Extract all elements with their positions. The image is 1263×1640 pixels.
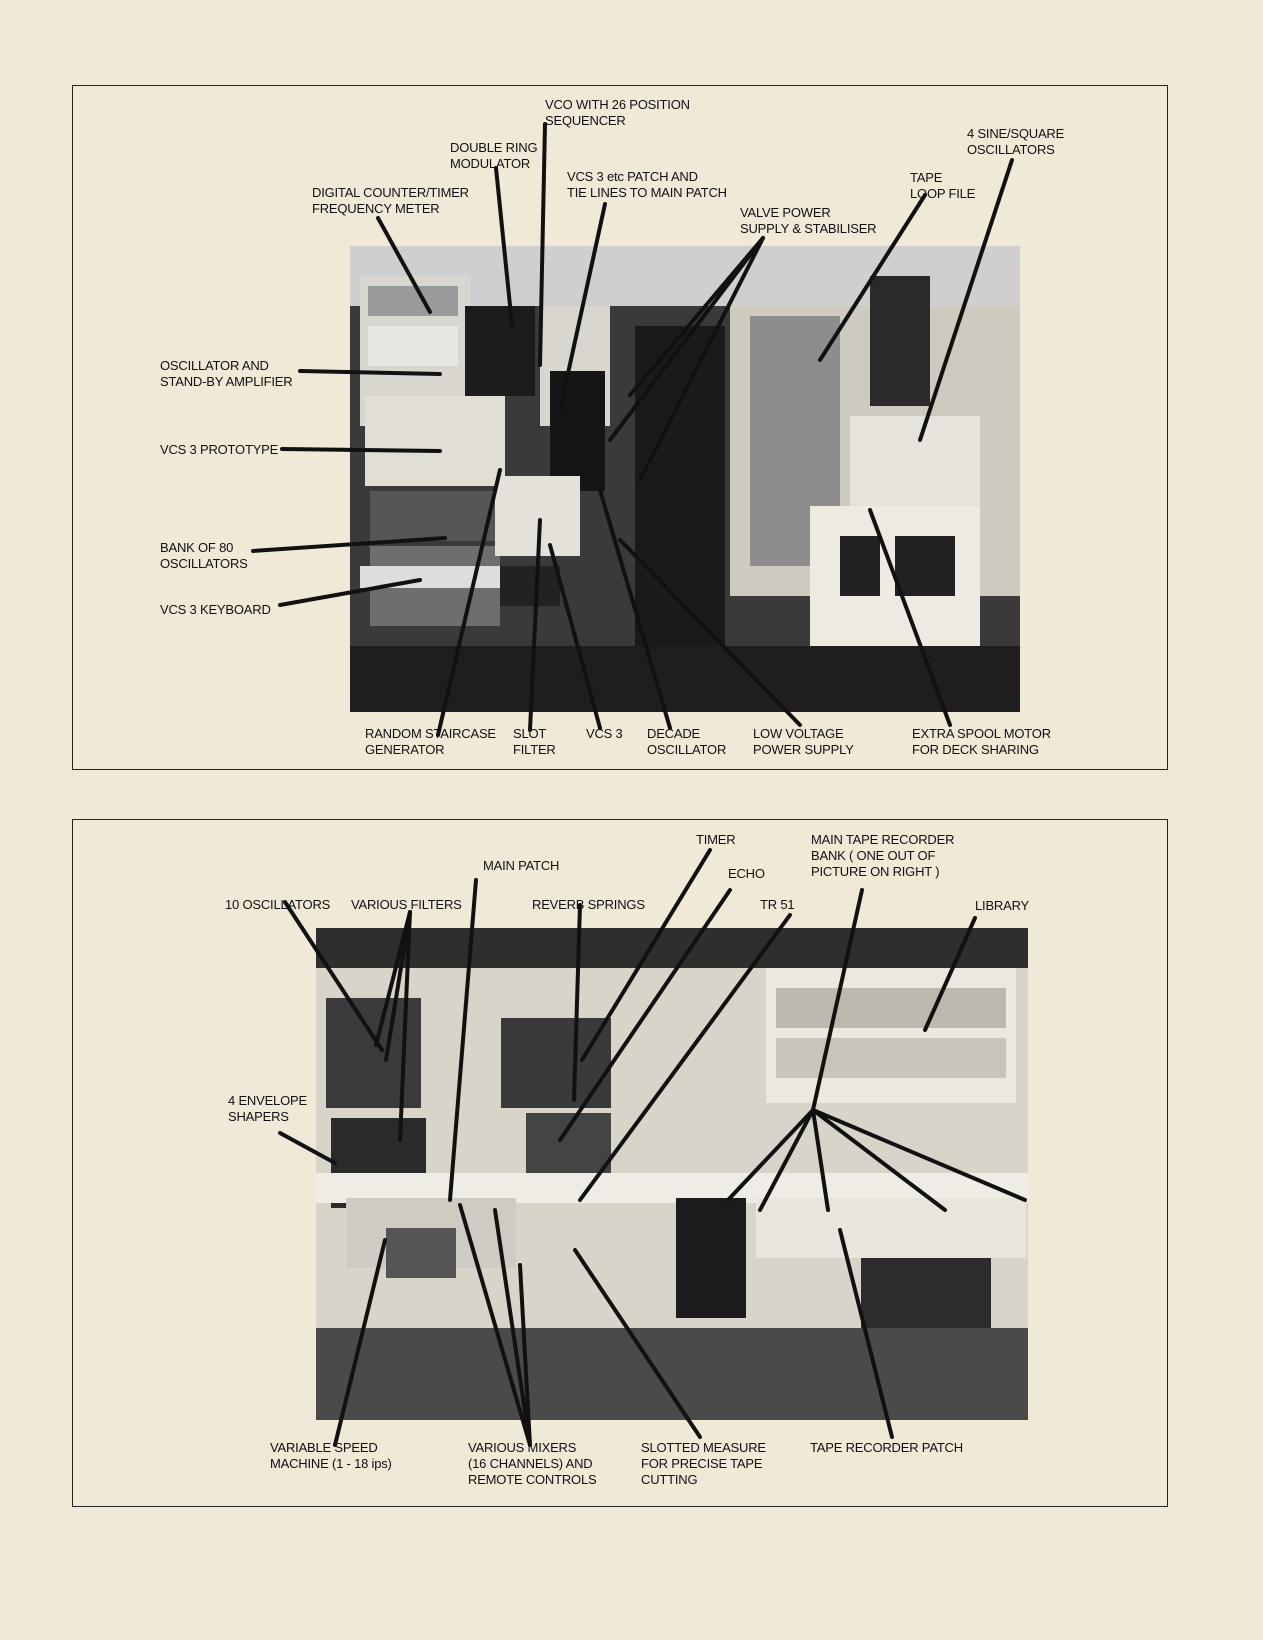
label-decade-oscillator: DECADE OSCILLATOR [647,726,727,757]
label-double-ring-modulator: DOUBLE RING MODULATOR [450,140,538,171]
label-vcs3-keyboard: VCS 3 KEYBOARD [160,602,271,617]
label-envelope-shapers: 4 ENVELOPE SHAPERS [228,1093,307,1124]
label-digital-counter: DIGITAL COUNTER/TIMER FREQUENCY METER [312,185,469,216]
label-tape-loop-file: TAPE LOOP FILE [910,170,976,201]
label-vco-sequencer: VCO WITH 26 POSITION SEQUENCER [545,97,690,128]
label-low-voltage-supply: LOW VOLTAGE POWER SUPPLY [753,726,854,757]
label-various-mixers: VARIOUS MIXERS (16 CHANNELS) AND REMOTE CONTROLS [468,1440,597,1487]
label-bank-80-oscillators: BANK OF 80 OSCILLATORS [160,540,248,571]
label-slot-filter: SLOT FILTER [513,726,556,757]
label-main-patch: MAIN PATCH [483,858,560,873]
label-tape-recorder-patch: TAPE RECORDER PATCH [810,1440,963,1455]
label-oscillator-standby: OSCILLATOR AND STAND-BY AMPLIFIER [160,358,293,389]
label-echo: ECHO [728,866,765,881]
label-main-tape-bank: MAIN TAPE RECORDER BANK ( ONE OUT OF PICTURE ON RIGHT ) [811,832,955,879]
label-reverb-springs: REVERB SPRINGS [532,897,645,912]
label-random-staircase: RANDOM STAIRCASE GENERATOR [365,726,496,757]
label-slotted-measure: SLOTTED MEASURE FOR PRECISE TAPE CUTTING [641,1440,766,1487]
label-various-filters: VARIOUS FILTERS [351,897,462,912]
label-timer: TIMER [696,832,736,847]
label-valve-power: VALVE POWER SUPPLY & STABILISER [740,205,877,236]
label-vcs3: VCS 3 [586,726,623,741]
label-library: LIBRARY [975,898,1029,913]
label-variable-speed: VARIABLE SPEED MACHINE (1 - 18 ips) [270,1440,392,1471]
label-tr51: TR 51 [760,897,795,912]
label-vcs3-prototype: VCS 3 PROTOTYPE [160,442,279,457]
label-extra-spool-motor: EXTRA SPOOL MOTOR FOR DECK SHARING [912,726,1051,757]
label-10-oscillators: 10 OSCILLATORS [225,897,331,912]
label-sine-square-oscillators: 4 SINE/SQUARE OSCILLATORS [967,126,1065,157]
label-vcs3-patch: VCS 3 etc PATCH AND TIE LINES TO MAIN PATCH [567,169,727,200]
